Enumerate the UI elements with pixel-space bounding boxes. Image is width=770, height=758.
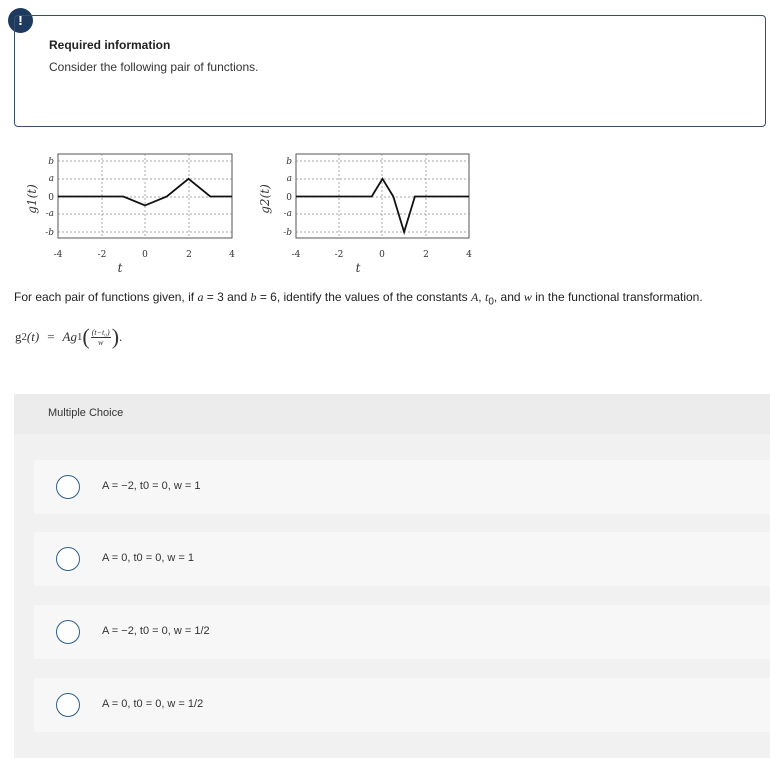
plot-g2-xtick-m2: -2 <box>334 250 344 260</box>
plot-g1-ytick-b: b <box>48 157 54 167</box>
plot-g2-xtick-m4: -4 <box>291 250 301 260</box>
plot-g2-curve <box>296 179 469 232</box>
plot-g1-ytick-na: -a <box>45 209 54 219</box>
option-3-label: A = −2, t0 = 0, w = 1/2 <box>102 625 210 637</box>
plot-g2-xlabel: t <box>355 261 361 275</box>
plot-g2-ytick-na: -a <box>283 209 292 219</box>
plot-g2-ylabel: g2(t) <box>258 184 272 214</box>
plot-g2-ytick-0: 0 <box>286 193 292 203</box>
required-info-box <box>14 15 766 127</box>
multiple-choice-panel <box>14 394 770 758</box>
plot-g1-xlabel: t <box>117 261 123 275</box>
plot-g1-ytick-a: a <box>48 174 54 184</box>
plot-g1 <box>14 148 244 278</box>
radio-button-1[interactable] <box>56 475 80 499</box>
info-title: Required information <box>49 38 171 52</box>
plot-g1-ylabel: g1(t) <box>25 184 39 214</box>
plot-g2-ytick-a: a <box>286 174 292 184</box>
plot-g2-xtick-0: 0 <box>379 250 385 260</box>
plot-g2 <box>251 148 491 278</box>
plot-g1-xtick-m2: -2 <box>97 250 107 260</box>
option-1-label: A = −2, t0 = 0, w = 1 <box>102 480 201 492</box>
plot-g2-xtick-2: 2 <box>423 250 429 260</box>
option-4-label: A = 0, t0 = 0, w = 1/2 <box>102 698 204 710</box>
option-2[interactable] <box>34 532 770 586</box>
option-4[interactable] <box>34 678 770 732</box>
radio-button-2[interactable] <box>56 547 80 571</box>
plot-g1-xtick-0: 0 <box>142 250 148 260</box>
plot-g1-svg <box>14 148 244 278</box>
alert-icon: ! <box>8 8 33 33</box>
plot-g2-svg <box>251 148 491 278</box>
plot-g1-ytick-nb: -b <box>45 228 54 238</box>
radio-button-3[interactable] <box>56 620 80 644</box>
option-2-label: A = 0, t0 = 0, w = 1 <box>102 552 195 564</box>
plot-g1-xtick-m4: -4 <box>53 250 63 260</box>
mc-header <box>14 394 770 434</box>
info-text: Consider the following pair of functions. <box>49 60 259 74</box>
question-text: For each pair of functions given, if a = 3 and b = 6, identify the values of the constants A, $t_0$, and w in the functional transformation. <box>14 290 703 308</box>
plot-g2-ytick-b: b <box>286 157 292 167</box>
plot-g2-ytick-nb: -b <box>283 228 292 238</box>
plot-g2-xtick-4: 4 <box>466 250 472 260</box>
radio-button-4[interactable] <box>56 693 80 717</box>
plot-g1-xtick-4: 4 <box>229 250 235 260</box>
plot-g1-ytick-0: 0 <box>48 193 54 203</box>
option-3[interactable] <box>34 605 770 659</box>
option-1[interactable] <box>34 460 770 514</box>
mc-label: Multiple Choice <box>48 407 124 419</box>
plot-g1-xtick-2: 2 <box>186 250 192 260</box>
transformation-formula: g 2 (t) = Ag 1 ( $\frac{\text{(t−t₀)}}{w}$ ) . <box>15 324 123 349</box>
